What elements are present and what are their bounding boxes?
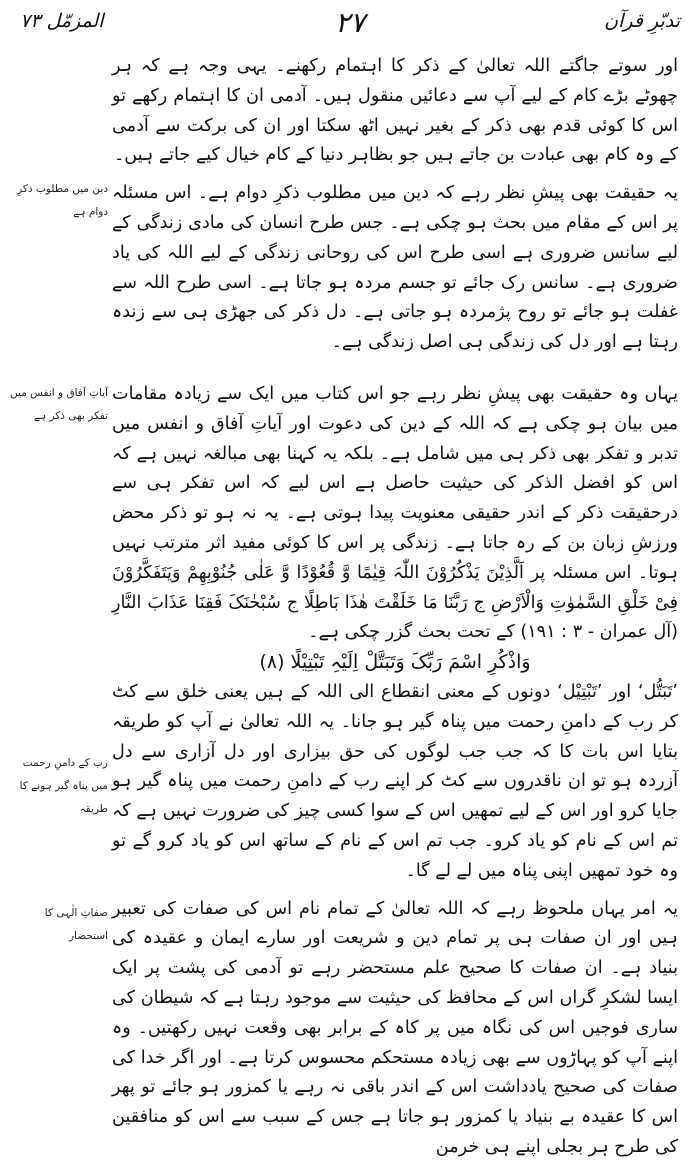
paragraph: یہ امر یہاں ملحوظ رہے کہ اللہ تعالیٰ کے تمام نام اس کی صفات کی تعبیر ہیں اور ان صفات ہی پر تمام دین و شریعت اور سارے ایمان و عقیدہ کی بنیاد ہے۔ ان صفات کا صحیح علم مستحضر رہے تو آدمی کی پشت پر ایک ایسا لشکرِ گراں اس کے محافظ کی حیثیت سے موجود رہتا ہے کہ شیطان کی ساری فوجیں اس کی نگاہ میں پر کاہ کے برابر بھی وقعت نہیں رکھتیں۔ وہ اپنے آپ کو پہاڑوں سے بھی زیادہ مستحکم محسوس کرتا ہے۔ اور اگر خدا کی صفات کی صحیح یادداشت اس کے اندر باقی نہ رہے یا کمزور ہو جائے تو پھر اس کا عقیدہ بے بنیاد یا کمزور ہو جاتا ہے جس کے سبب سے اس کو منافقین کی طرح ہر بجلی اپنے ہی خرمن <box>112 898 678 1157</box>
margin-note: آیاتِ آفاق و انفس میں تفکر بھی ذکر ہے <box>10 387 108 422</box>
page-header <box>20 6 680 46</box>
paragraph: یہاں وہ حقیقت بھی پیشِ نظر رہے جو اس کتاب میں ایک سے زیادہ مقامات میں بیان ہو چکی ہے کہ اللہ کے دین کی دعوت اور آیاتِ آفاق و انفس میں تدبر و تفکر بھی ذکر ہی میں شامل ہے۔ بلکہ یہ کہنا بھی مبالغہ نہیں ہے کہ اس کو افضل الذکر کی حیثیت حاصل ہے اس لیے کہ اس تفکر ہی سے درحقیقت ذکر کے اندر حقیقی معنویت پیدا ہوتی ہے۔ یہ نہ ہو تو ذکر محض ورزشِ زبان بن کے رہ جاتا ہے۔ زندگی پر اس کا کوئی مفید اثر مترتب نہیں ہوتا۔ اس مسئلہ پر اَلَّذِیْنَ یَذْکُرُوْنَ اللّٰہَ قِیٰمًا وَّ قُعُوْدًا وَّ عَلٰی جُنُوْبِھِمْ وَیَتَفَکَّرُوْنَ فِیْ خَلْقِ السَّمٰوٰتِ وَالْاَرْضِ ج رَبَّنَا مَا خَلَقْتَ ھٰذَا بَاطِلًا ج سُبْحٰنَکَ فَقِنَا عَذَابَ النَّارِ (آل عمران - ۳ : ۱۹۱) کے تحت بحث گزر چکی ہے۔ <box>112 383 678 643</box>
quran-verse: وَاذْکُرِ اسْمَ رَبِّکَ وَتَبَتَّلْ اِلَیْہِ تَبْتِیْلًا (۸) <box>259 651 531 674</box>
surah-reference: المزمّل ۷۳ <box>20 10 104 32</box>
margin-note: رب کے دامنِ رحمت میں پناہ گیر ہونے کا طریقہ <box>19 757 108 815</box>
margin-note: صفاتِ الٰہی کا استحضار <box>44 907 108 942</box>
paragraph: اور سوتے جاگتے اللہ تعالیٰ کے ذکر کا اہتمام رکھنے۔ یہی وجہ ہے کہ ہر چھوٹے بڑے کام کے لیے آپ سے دعائیں منقول ہیں۔ آدمی ان کا اہتمام رکھے تو اس کا کوئی قدم بھی ذکر کے بغیر نہیں اٹھ سکتا اور ان کی برکت سے آدمی کے وہ کام بھی عبادت بن جاتے ہیں جو بظاہر دنیا کے کام خیال کیے جاتے ہیں۔ <box>112 56 678 166</box>
page-number: ۲۷ <box>334 6 366 39</box>
margin-note: دین میں مطلوب ذکرِ دوام ہے <box>17 183 108 218</box>
paragraph: ’تَبَتُّل‘ اور ’تَبْتِیْل‘ دونوں کے معنی انقطاع الی اللہ کے ہیں یعنی خلق سے کٹ کر رب کے دامنِ رحمت میں پناہ گیر ہو جانا۔ یہ اللہ تعالیٰ نے آپ کو طریقہ بتایا اس بات کا کہ جب جب لوگوں کی حق بیزاری اور دل آزاری سے دل آزردہ ہو تو ان ناقدروں سے کٹ کر اپنے رب کے دامنِ رحمت میں پناہ گیر ہو جایا کرو اور اس کے لیے تمھیں اس کے سوا کسی چیز کی ضرورت نہیں ہے کہ تم اس کے نام کو یاد کرو۔ جب تم اس کے نام کے ساتھ اس کو یاد کرو گے تو وہ خود تمھیں اپنی پناہ میں لے لے گا۔ <box>112 681 678 881</box>
paragraph: یہ حقیقت بھی پیشِ نظر رہے کہ دین میں مطلوب ذکرِ دوام ہے۔ اس مسئلہ پر اس کے مقام میں بحث ہو چکی ہے۔ جس طرح انسان کی مادی زندگی کے لیے سانس ضروری ہے اسی طرح اس کی روحانی زندگی کے لیے اللہ کی یاد ضروری ہے۔ سانس رک جائے تو جسم مردہ ہو جاتا ہے۔ اسی طرح اللہ سے غفلت ہو جائے تو روح پژمردہ ہو جاتی ہے۔ دل ذکر کی جھڑی ہی سے زندہ رہتا ہے اور دل کی زندگی ہی اصل زندگی ہے۔ <box>112 183 678 353</box>
main-text <box>112 52 678 1163</box>
book-title: تدبّرِ قرآن <box>604 10 680 32</box>
